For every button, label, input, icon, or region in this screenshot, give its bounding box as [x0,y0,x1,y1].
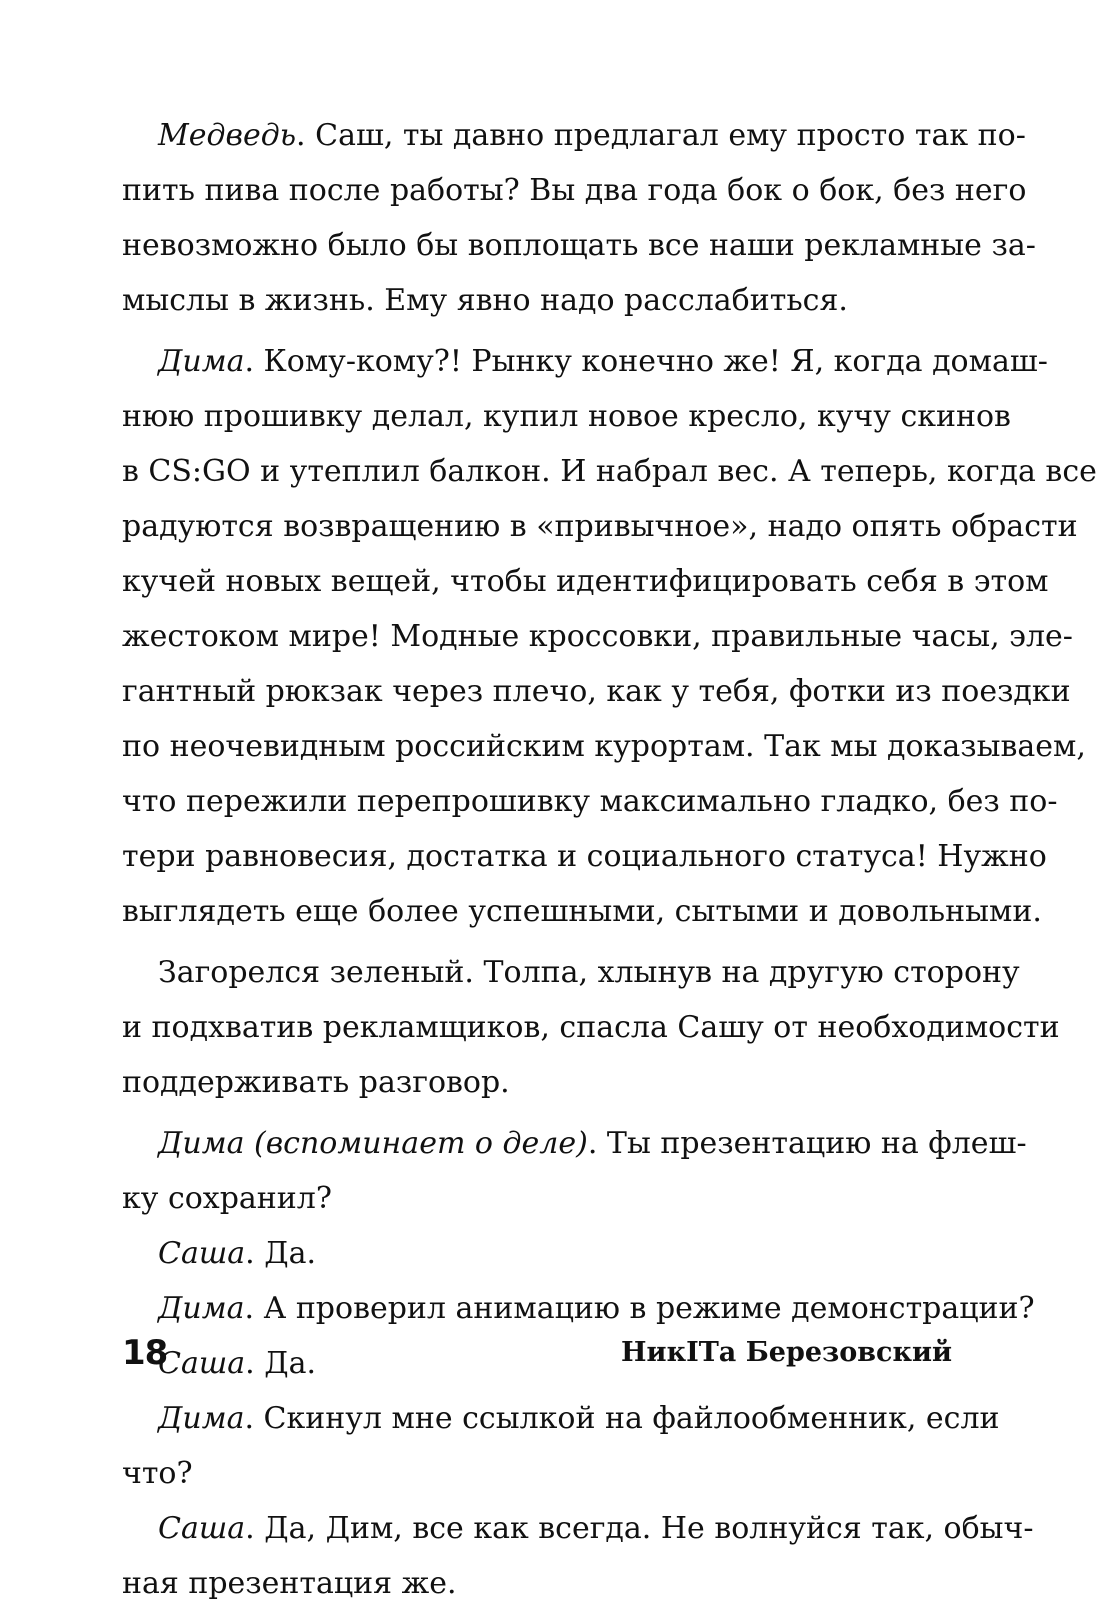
text-line: Дима. Скинул мне ссылкой на файлообменник, если [158,1401,1000,1436]
text-line: пить пива после работы? Вы два года бок о бок, без него [122,173,1027,208]
text-line: Саша. Да. [158,1236,317,1271]
text-line: выглядеть еще более успешными, сытыми и довольными. [122,894,1042,929]
author-name: НикIТа Березовский [621,1337,952,1368]
text-line: радуются возвращению в «привычное», надо опять обрасти [122,509,1078,544]
text-line: по неочевидным российским курортам. Так мы доказываем, [122,729,1086,764]
text-line: в CS:GO и утеплил балкон. И набрал вес. А теперь, когда все [122,454,1097,489]
text-line: невозможно было бы воплощать все наши рекламные за- [122,228,1036,263]
paragraph [122,1116,1027,1226]
speaker-name: Медведь [158,118,297,153]
text-line: Саша. Да. [158,1346,317,1381]
speaker-name: Дима [158,344,245,379]
page-body-text [122,108,1097,1611]
text-line: поддерживать разговор. [122,1065,510,1100]
text-line: Дима (вспоминает о деле). Ты презентацию на флеш- [158,1126,1027,1161]
text-line: кучей новых вещей, чтобы идентифицировать себя в этом [122,564,1049,599]
speaker-name: Дима (вспоминает о деле) [158,1126,588,1161]
text-line: и подхватив рекламщиков, спасла Сашу от необходимости [122,1010,1060,1045]
paragraph [122,334,1097,939]
speaker-name: Дима [158,1291,245,1326]
paragraph [122,108,1036,328]
text-line: ку сохранил? [122,1181,332,1216]
text-line: мыслы в жизнь. Ему явно надо расслабиться. [122,283,848,318]
text-line: нюю прошивку делал, купил новое кресло, кучу скинов [122,399,1011,434]
text-line: гантный рюкзак через плечо, как у тебя, фотки из поездки [122,674,1071,709]
page-footer [122,1328,952,1378]
text-line: Дима. Кому-кому?! Рынку конечно же! Я, когда домаш- [158,344,1048,379]
text-line: жестоком мире! Модные кроссовки, правильные часы, эле- [122,619,1073,654]
text-line: Саша. Да, Дим, все как всегда. Не волнуйся так, обыч- [158,1511,1034,1546]
paragraph [122,1391,1000,1501]
speaker-name: Саша [158,1511,246,1546]
speaker-name: Саша [158,1346,246,1381]
speaker-name: Саша [158,1236,246,1271]
speaker-name: Дима [158,1401,245,1436]
paragraph [122,1226,954,1281]
paragraph [122,1501,1034,1611]
paragraph [122,945,1060,1110]
text-line: что пережили перепрошивку максимально гладко, без по- [122,784,1058,819]
text-line: Медведь. Саш, ты давно предлагал ему просто так по- [158,118,1026,153]
text-line: ная презентация же. [122,1566,457,1601]
text-line: что? [122,1456,193,1491]
text-line: Дима. А проверил анимацию в режиме демонстрации? [158,1291,1035,1326]
page-number: 18 [122,1333,168,1373]
text-line: Загорелся зеленый. Толпа, хлынув на другую сторону [158,955,1020,990]
text-line: тери равновесия, достатка и социального статуса! Нужно [122,839,1047,874]
